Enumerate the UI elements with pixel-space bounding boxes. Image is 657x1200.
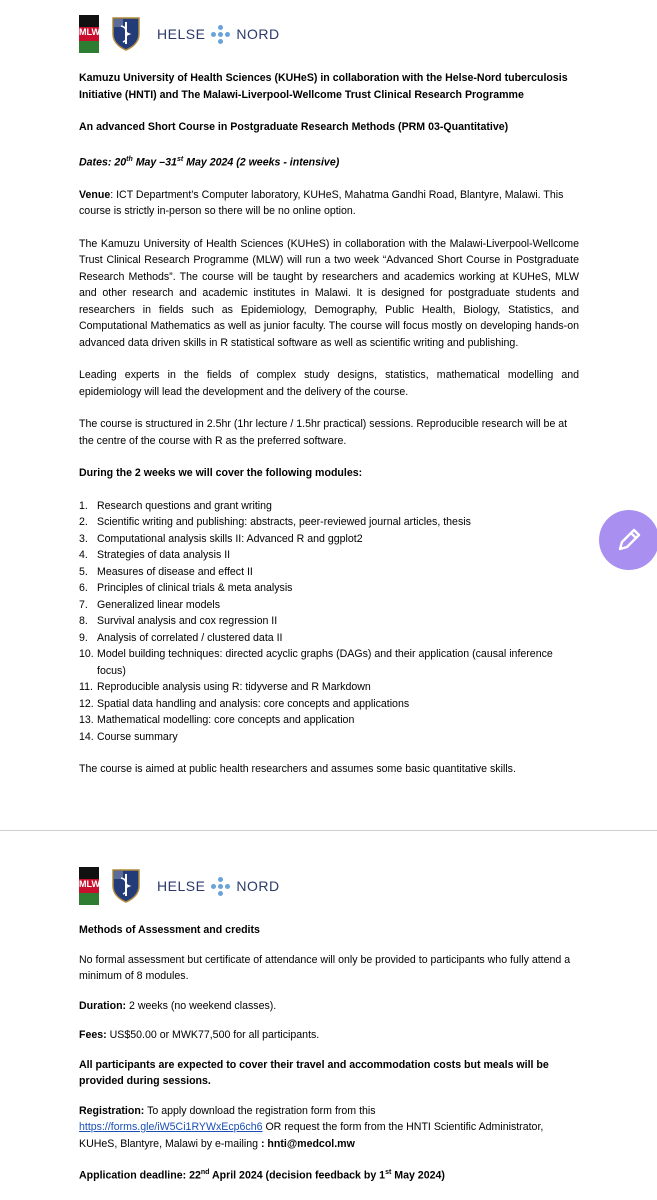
assessment-heading: Methods of Assessment and credits	[79, 924, 260, 936]
header-logos	[79, 866, 280, 906]
fees: Fees: US$50.00 or MWK77,500 for all participants.	[79, 1029, 320, 1041]
structure-paragraph: The course is structured in 2.5hr (1hr lecture / 1.5hr practical) sessions. Reproducible research will be at the centre of the course with R as the preferred software.	[79, 418, 568, 447]
list-item: 7. Generalized linear models	[79, 598, 221, 611]
list-item: 13. Mathematical modelling: core concepts and application	[79, 714, 355, 727]
kuhes-shield-icon	[111, 868, 141, 904]
list-item: 6. Principles of clinical trials & meta analysis	[79, 582, 293, 595]
page-separator	[0, 830, 657, 850]
list-item: 1. Research questions and grant writing	[79, 499, 272, 512]
experts-paragraph: Leading experts in the fields of complex study designs, statistics, mathematical modelling and epidemiology will lead the development and the delivery of the course.	[79, 369, 579, 398]
duration: Duration: 2 weeks (no weekend classes).	[79, 999, 277, 1012]
venue: Venue: ICT Department’s Computer laboratory, KUHeS, Mahatma Gandhi Road, Blantyre, Malawi. This course is strictly in-person so there will be no online option.	[79, 188, 564, 218]
header-logos	[79, 14, 280, 54]
helse-nord-logo: HELSE NORD	[157, 26, 280, 42]
list-item: 10. Model building techniques: directed acyclic graphs (DAGs) and their application (causal inference focus)	[79, 648, 553, 677]
modules-heading: During the 2 weeks we will cover the following modules:	[79, 467, 363, 480]
list-item: 9. Analysis of correlated / clustered data II	[79, 631, 283, 644]
list-item: 8. Survival analysis and cox regression II	[79, 615, 278, 628]
list-item: 4. Strategies of data analysis II	[79, 549, 231, 562]
helse-nord-dots-icon	[211, 25, 230, 44]
course-title: An advanced Short Course in Postgraduate Research Methods (PRM 03-Quantitative)	[79, 121, 509, 133]
course-description: The Kamuzu University of Health Sciences (KUHeS) in collaboration with the Malawi-Liverpool-Wellcome Trust Clinical Research Programme (MLW) will run a two week “Advanced Short Course in Postgraduate Research Methods”. The course will be taught by researchers and academics working at KUHeS, MLW and other research and academic institutes in Malawi. It is designed for postgraduate students and researchers in fields such as Epidemiology, Demography, Public Health, Biology, Statistics, and Computational Mathematics as well as junior faculty. The course will focus mostly on developing hands-on advanced data driven skills in R statistical software as well as scientific writing and publishing.	[79, 237, 579, 349]
list-item: 3. Computational analysis skills II: Advanced R and ggplot2	[79, 532, 363, 545]
list-item: 14. Course summary	[79, 730, 178, 743]
modules-list	[79, 498, 579, 746]
helse-nord-dots-icon	[211, 877, 230, 896]
edit-button[interactable]	[599, 510, 657, 570]
page1-content	[79, 70, 579, 778]
registration-form-link[interactable]: https://forms.gle/iW5Ci1RYWxEcp6ch6	[79, 1121, 263, 1133]
registration: Registration: To apply download the registration form from this https://forms.gle/iW5Ci1RYWxEcp6ch6 OR request the form from the HNTI Scientific Administrator, KUHeS, Blantyre, Malawi by e-mailing : hnti@medcol.mw	[79, 1104, 544, 1150]
list-item: 12. Spatial data handling and analysis: core concepts and applications	[79, 697, 410, 710]
list-item: 11. Reproducible analysis using R: tidyverse and R Markdown	[79, 681, 371, 694]
intro-title: Kamuzu University of Health Sciences (KUHeS) in collaboration with the Helse-Nord tuberculosis Initiative (HNTI) and The Malawi-Liverpool-Wellcome Trust Clinical Research Programme	[79, 72, 568, 101]
contact-email[interactable]: : hnti@medcol.mw	[260, 1137, 355, 1150]
costs-notice: All participants are expected to cover their travel and accommodation costs but meals will be provided during sessions.	[79, 1058, 549, 1087]
document-page-2	[0, 848, 657, 1200]
closing-paragraph: The course is aimed at public health researchers and assumes some basic quantitative skills.	[79, 763, 516, 776]
mlw-logo: MLW	[79, 867, 99, 905]
application-deadline: Application deadline: 22nd April 2024 (decision feedback by 1st May 2024)	[79, 1169, 445, 1182]
page2-content	[79, 922, 579, 1184]
course-dates: Dates: 20th May –31st May 2024 (2 weeks - intensive)	[79, 155, 340, 169]
kuhes-shield-icon	[111, 16, 141, 52]
pencil-edit-icon	[615, 526, 643, 554]
list-item: 5. Measures of disease and effect II	[79, 565, 253, 578]
assessment-text: No formal assessment but certificate of attendance will only be provided to participants who fully attend a minimum of 8 modules.	[79, 953, 571, 982]
list-item: 2. Scientific writing and publishing: abstracts, peer-reviewed journal articles, thesis	[79, 516, 471, 529]
mlw-logo: MLW	[79, 15, 99, 53]
helse-nord-logo: HELSE NORD	[157, 878, 280, 894]
